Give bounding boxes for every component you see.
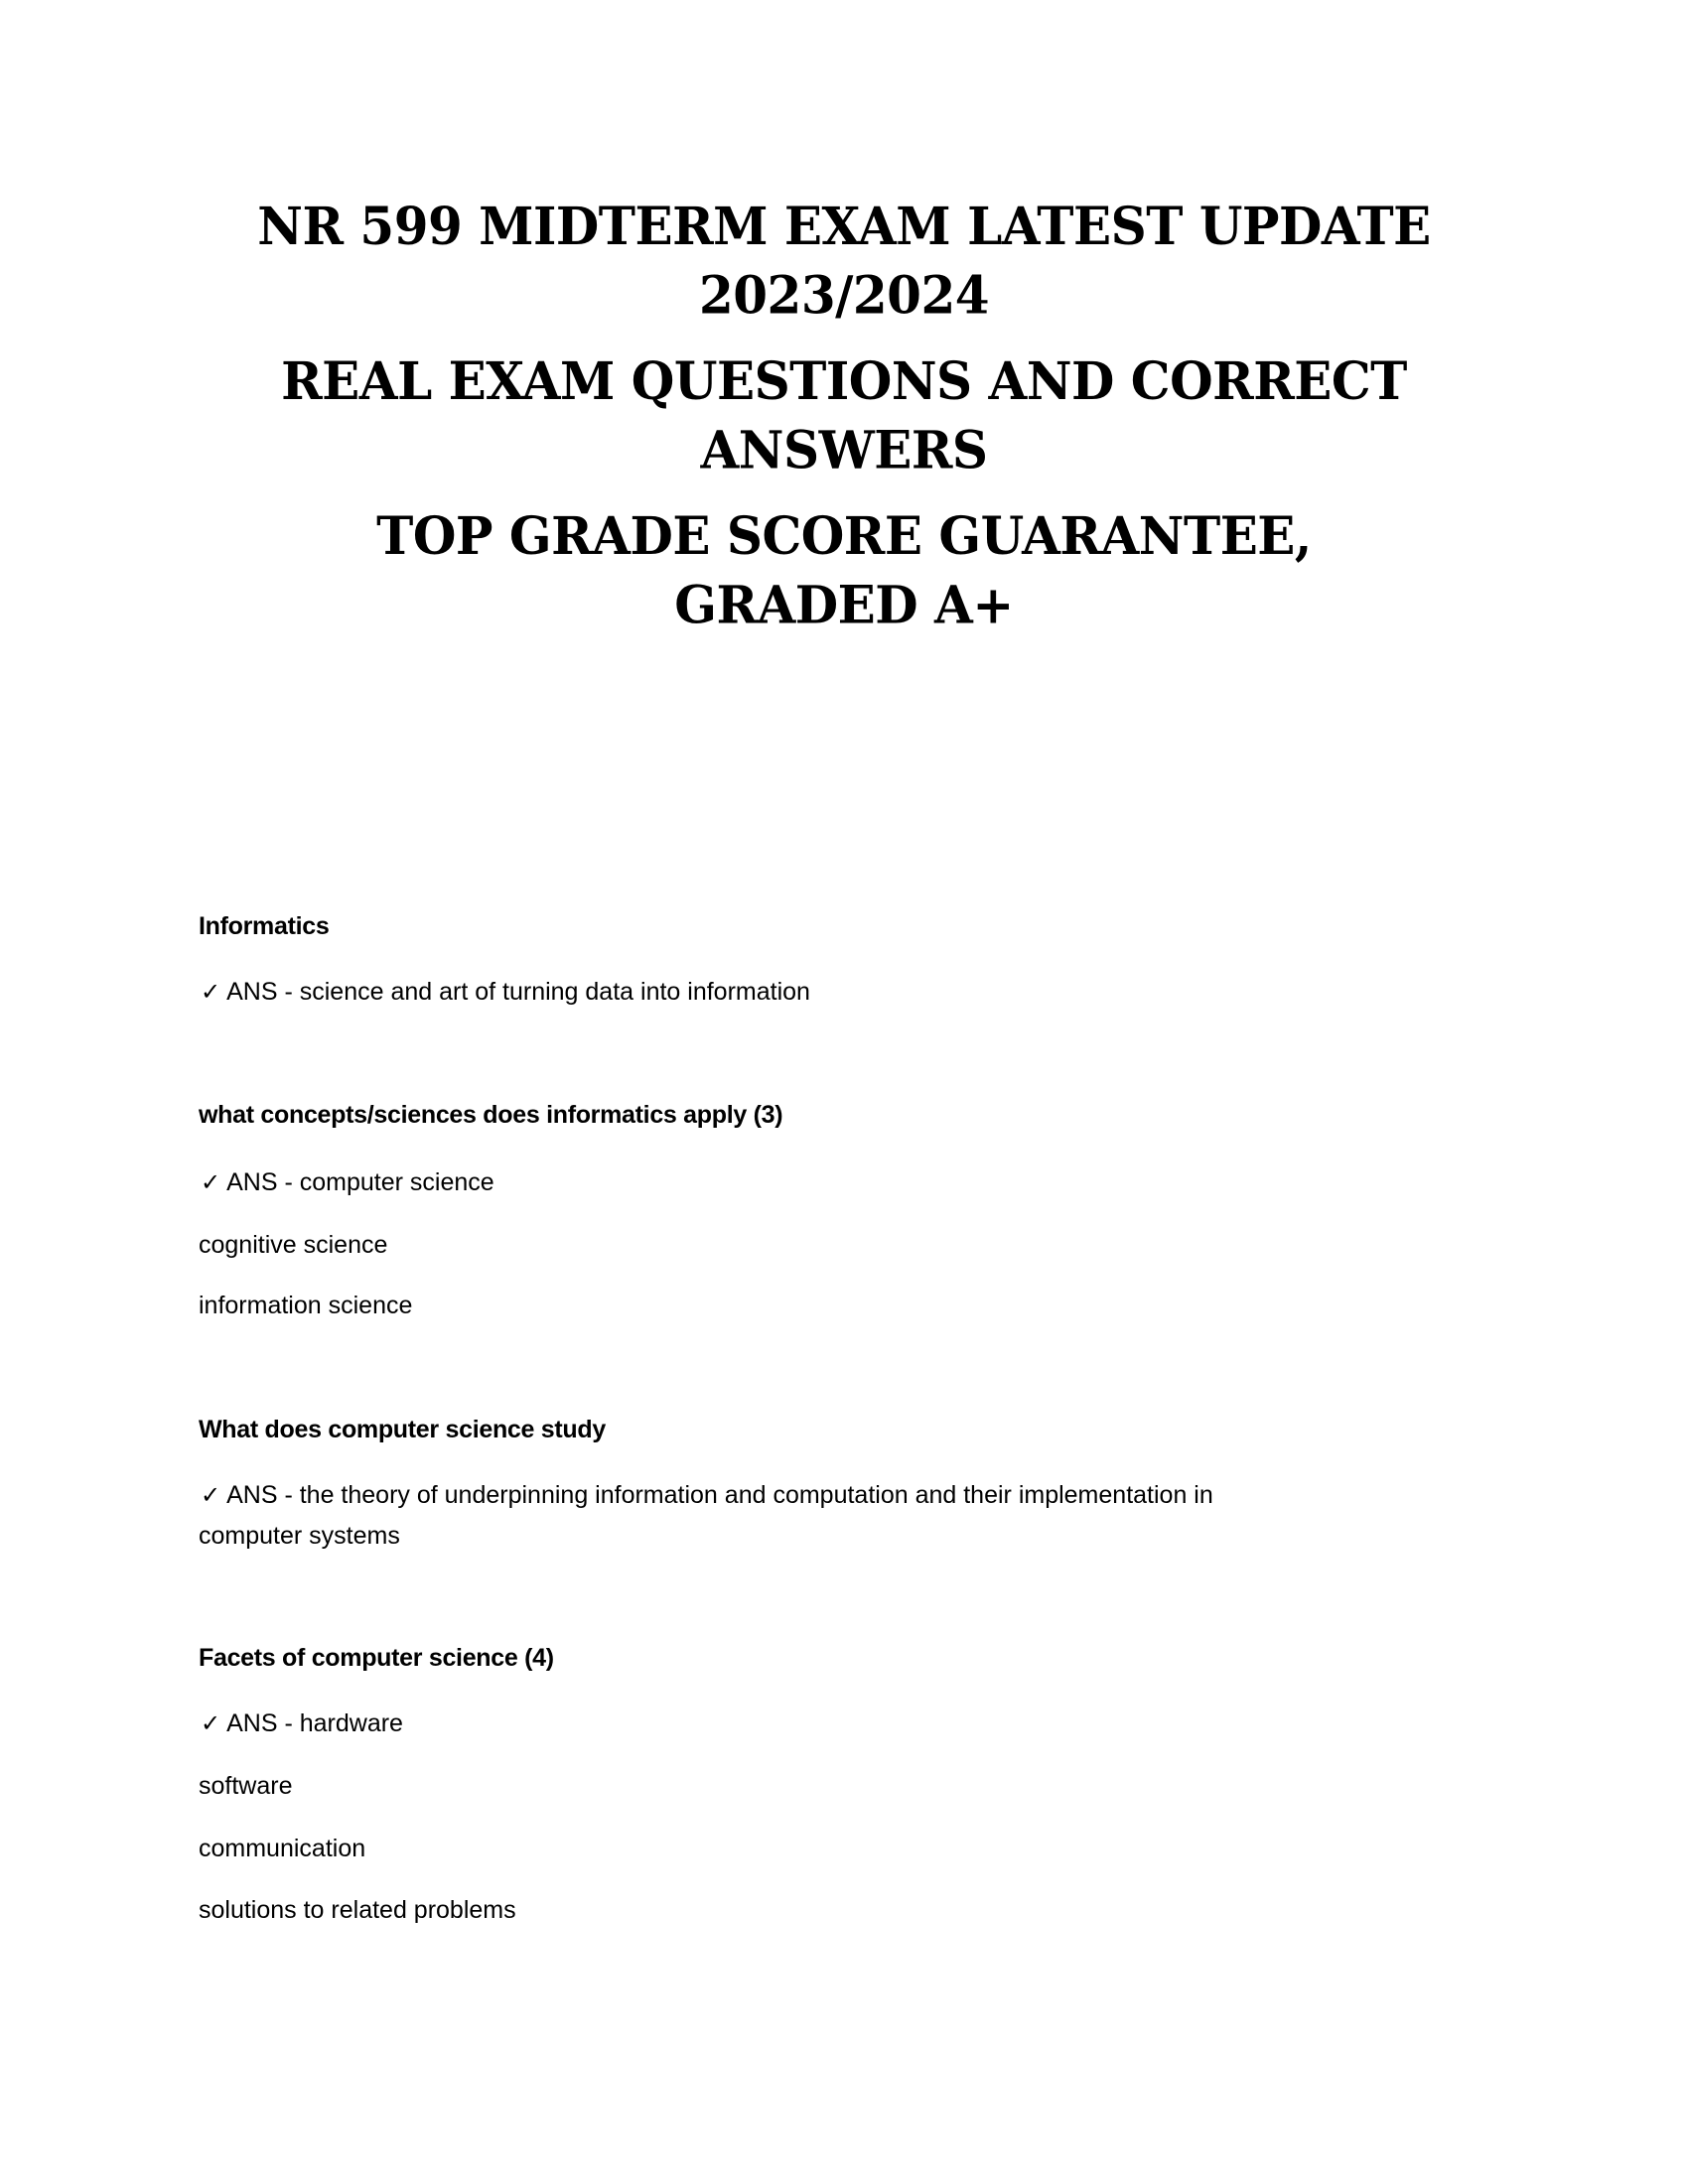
answer-line bbox=[195, 1167, 494, 1197]
answer-text: the theory of underpinning information and computation and their implementation in bbox=[299, 1481, 1213, 1509]
title-line: NR 599 MIDTERM EXAM LATEST UPDATE bbox=[257, 195, 1431, 257]
check-icon: ✓ bbox=[201, 978, 221, 1006]
answer-continuation: computer systems bbox=[199, 1522, 400, 1550]
title-line: ANSWERS bbox=[700, 419, 988, 481]
answer-continuation: information science bbox=[199, 1292, 413, 1319]
title-block-3 bbox=[0, 502, 1688, 640]
answer-continuation: solutions to related problems bbox=[199, 1896, 516, 1924]
answer-continuation: communication bbox=[199, 1835, 366, 1862]
answer-prefix: ANS - bbox=[226, 1481, 300, 1509]
check-icon: ✓ bbox=[201, 1709, 221, 1737]
answer-line bbox=[195, 1480, 1213, 1510]
title-line: TOP GRADE SCORE GUARANTEE, bbox=[376, 504, 1312, 567]
answer-text: computer science bbox=[299, 1168, 494, 1196]
title-line: REAL EXAM QUESTIONS AND CORRECT bbox=[281, 349, 1407, 412]
check-icon: ✓ bbox=[201, 1481, 221, 1509]
question-heading: Informatics bbox=[199, 912, 330, 940]
answer-line bbox=[195, 1708, 403, 1738]
answer-text: hardware bbox=[299, 1709, 403, 1737]
answer-prefix: ANS - bbox=[226, 978, 300, 1006]
check-icon: ✓ bbox=[201, 1168, 221, 1196]
question-heading: what concepts/sciences does informatics apply (3) bbox=[199, 1101, 783, 1129]
answer-line bbox=[195, 977, 810, 1007]
answer-text: science and art of turning data into information bbox=[299, 978, 810, 1006]
answer-prefix: ANS - bbox=[226, 1168, 300, 1196]
answer-continuation: cognitive science bbox=[199, 1231, 388, 1259]
title-line: GRADED A+ bbox=[674, 574, 1014, 636]
title-block-1 bbox=[0, 193, 1688, 331]
question-heading: What does computer science study bbox=[199, 1416, 606, 1443]
question-heading: Facets of computer science (4) bbox=[199, 1644, 554, 1672]
answer-prefix: ANS - bbox=[226, 1709, 300, 1737]
title-line: 2023/2024 bbox=[698, 264, 990, 327]
title-block-2 bbox=[0, 347, 1688, 485]
answer-continuation: software bbox=[199, 1772, 293, 1800]
